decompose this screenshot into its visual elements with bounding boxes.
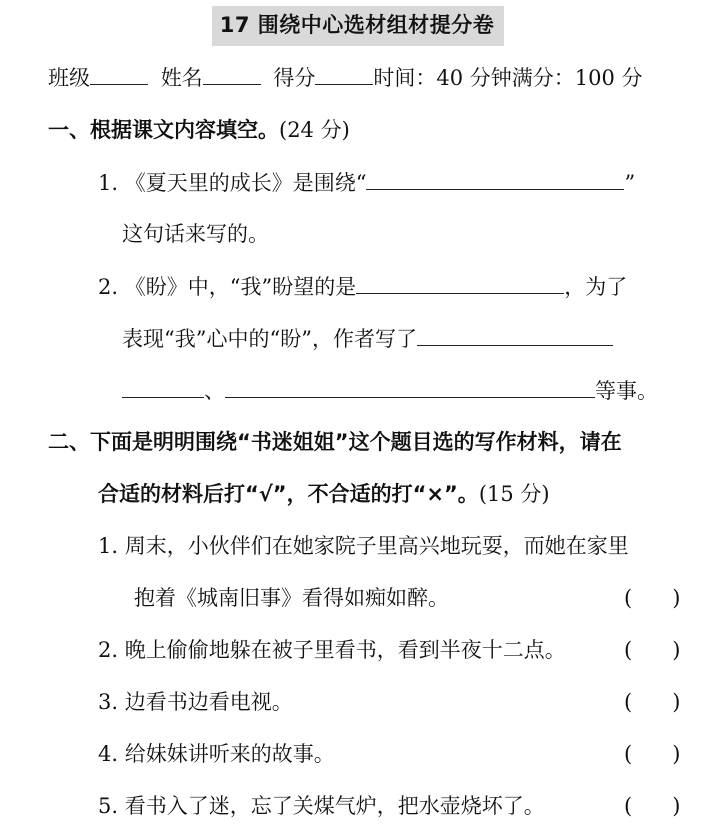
class-blank[interactable] bbox=[90, 62, 148, 85]
s2-item2-line bbox=[98, 635, 566, 665]
s1-q2-blank2[interactable] bbox=[417, 323, 613, 346]
section2-title-line2: 合适的材料后打“√”，不合适的打“×”。 bbox=[98, 482, 479, 506]
full-score-label: 满分：100 分 bbox=[511, 66, 643, 90]
s1-q2-line2 bbox=[122, 323, 613, 354]
section1-score: (24 分) bbox=[279, 118, 350, 142]
score-label: 得分 bbox=[273, 66, 316, 90]
s1-q2-text-a: 《盼》中，“我”盼望的是 bbox=[124, 275, 357, 299]
s2-item1-line1 bbox=[98, 531, 629, 561]
s1-q1-blank[interactable] bbox=[366, 167, 624, 190]
student-info-line bbox=[48, 62, 643, 93]
s1-q2-text-sep: 、 bbox=[204, 379, 225, 403]
score-blank[interactable] bbox=[315, 62, 373, 85]
s2-item4-num: 4. bbox=[98, 742, 119, 766]
section2-heading-line2 bbox=[98, 479, 550, 509]
s2-item1-num: 1. bbox=[98, 534, 119, 558]
s1-q1-text-after: ” bbox=[624, 171, 636, 195]
section1-title: 一、根据课文内容填空。 bbox=[48, 118, 279, 142]
s1-q1-line2 bbox=[122, 219, 269, 249]
section2-heading-line1 bbox=[48, 427, 622, 457]
s1-q2-line1 bbox=[98, 271, 627, 302]
s2-item4-answer-paren[interactable]: ( ) bbox=[624, 742, 681, 766]
section2-score: (15 分) bbox=[478, 482, 550, 506]
s2-item5-line bbox=[98, 791, 545, 821]
s1-q2-text-b: ，为了 bbox=[564, 275, 628, 299]
s2-item1-answer-paren[interactable]: ( ) bbox=[624, 586, 681, 610]
s2-item1-line2 bbox=[134, 583, 449, 613]
s2-item3-answer-paren[interactable]: ( ) bbox=[624, 690, 681, 714]
s1-q2-text-end: 等事。 bbox=[595, 379, 658, 403]
s2-item3-line bbox=[98, 687, 293, 717]
s1-q2-blank1[interactable] bbox=[356, 271, 564, 294]
s2-item5-text: 看书入了迷，忘了关煤气炉，把水壶烧坏了。 bbox=[124, 794, 545, 818]
s1-q2-blank4[interactable] bbox=[225, 375, 595, 398]
s1-q2-num: 2. bbox=[98, 275, 119, 299]
s2-item5-answer-paren[interactable]: ( ) bbox=[624, 794, 681, 818]
s2-item1-text-line1: 周末，小伙伴们在她家院子里高兴地玩耍，而她在家里 bbox=[124, 534, 629, 558]
s2-item3-text: 边看书边看电视。 bbox=[124, 690, 293, 714]
s2-item4-line bbox=[98, 739, 335, 769]
s2-item2-text: 晚上偷偷地躲在被子里看书，看到半夜十二点。 bbox=[124, 638, 566, 662]
section2-title-line1: 二、下面是明明围绕“书迷姐姐”这个题目选的写作材料，请在 bbox=[48, 430, 622, 454]
s1-q2-text-line2: 表现“我”心中的“盼”，作者写了 bbox=[122, 327, 417, 351]
name-blank[interactable] bbox=[203, 62, 261, 85]
s1-q2-blank3[interactable] bbox=[122, 375, 204, 398]
time-label: 时间：40 分钟 bbox=[373, 66, 512, 90]
s2-item2-num: 2. bbox=[98, 638, 119, 662]
s1-q1-line1 bbox=[98, 167, 635, 198]
s1-q1-text-line2: 这句话来写的。 bbox=[122, 222, 269, 246]
section1-heading bbox=[48, 115, 350, 145]
name-label: 姓名 bbox=[160, 66, 203, 90]
title-wrap bbox=[0, 6, 716, 46]
s1-q2-line3 bbox=[122, 375, 658, 406]
s1-q1-text-before: 《夏天里的成长》是围绕“ bbox=[124, 171, 367, 195]
s2-item5-num: 5. bbox=[98, 794, 119, 818]
s2-item3-num: 3. bbox=[98, 690, 119, 714]
s2-item4-text: 给妹妹讲听来的故事。 bbox=[124, 742, 335, 766]
class-label: 班级 bbox=[48, 66, 90, 90]
page-title: 17 围绕中心选材组材提分卷 bbox=[212, 6, 505, 46]
s2-item2-answer-paren[interactable]: ( ) bbox=[624, 638, 681, 662]
s1-q1-num: 1. bbox=[98, 171, 119, 195]
s2-item1-text-line2: 抱着《城南旧事》看得如痴如醉。 bbox=[134, 586, 449, 610]
